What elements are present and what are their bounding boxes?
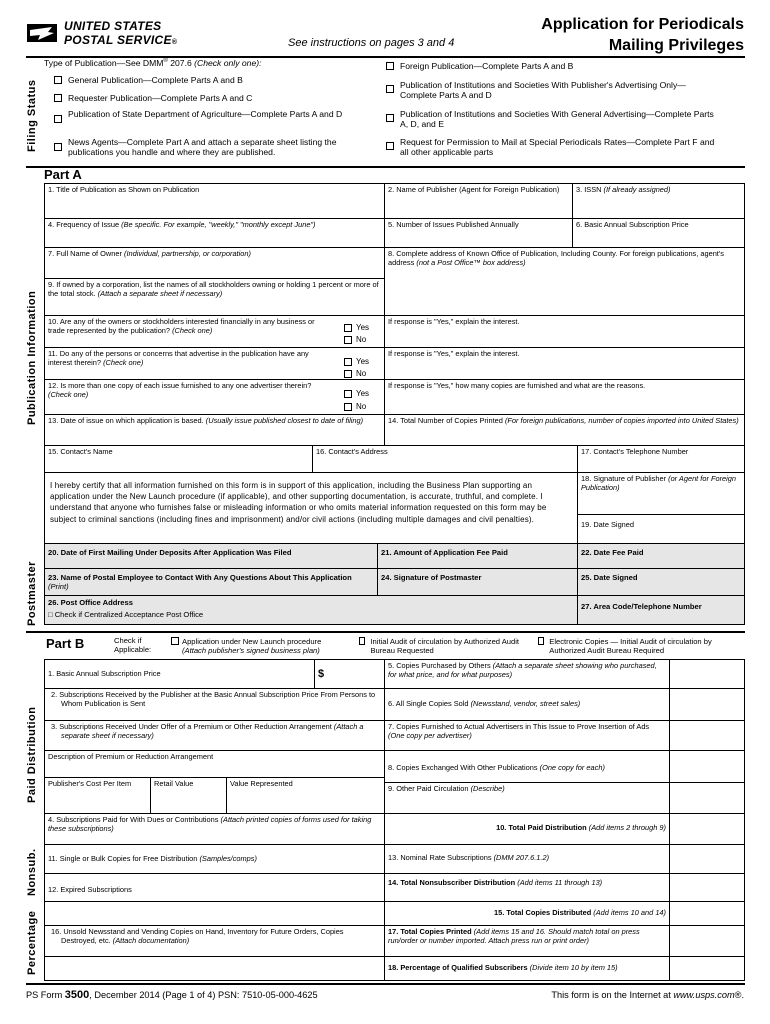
option-foreign[interactable]: Foreign Publication—Complete Parts A and B: [386, 61, 716, 71]
internet-note: This form is on the Internet at www.usps.com®.: [551, 990, 744, 1000]
field-6-price[interactable]: 6. Basic Annual Subscription Price: [572, 218, 745, 248]
postmaster-label: Postmaster: [26, 561, 38, 626]
agency-line2: POSTAL SERVICE®: [64, 33, 178, 47]
field-2-publisher[interactable]: 2. Name of Publisher (Agent for Foreign Publication): [384, 183, 573, 219]
option-new-launch[interactable]: Application under New Launch procedure (Attach publisher's signed business plan): [171, 637, 321, 655]
certification-statement: I hereby certify that all information furnished on this form is in support of this application, including the Business Plan supporting an application under the New Launch procedure (if applicable), and other supporting documentation, is accurate, truthful, and complete. I understand that anyone who furnishes false or misleading information or who omits material information requested on this form may be subject to criminal sanctions (including fines and imprisonment) and/or civil actions (including multiple damages and civil penalties).: [44, 472, 578, 544]
item-18[interactable]: 18. Percentage of Qualified Subscribers (Divide item 10 by item 15): [384, 956, 670, 981]
item-4[interactable]: 4. Subscriptions Paid for With Dues or Contributions (Attach printed copies of forms used for taking these subscriptions): [44, 813, 385, 845]
item-17-value[interactable]: [669, 925, 745, 957]
field-24[interactable]: 24. Signature of Postmaster: [377, 568, 578, 596]
eagle-logo-icon: [26, 20, 58, 46]
field-10-question: 10. Are any of the owners or stockholders interested financially in any business or trade represented by the publication? (Check one): [44, 315, 385, 348]
checkbox[interactable]: [344, 403, 352, 411]
checkbox[interactable]: [386, 85, 394, 93]
field-25[interactable]: 25. Date Signed: [577, 568, 745, 596]
item-7-value[interactable]: [669, 720, 745, 751]
item-1-amount[interactable]: $: [314, 659, 385, 689]
item-6-value[interactable]: [669, 688, 745, 721]
option-institutions-general-ads[interactable]: Publication of Institutions and Societies With General Advertising—Complete Parts A, D, and E: [386, 109, 716, 130]
field-27[interactable]: 27. Area Code/Telephone Number: [577, 595, 745, 625]
field-12-no[interactable]: No: [344, 401, 366, 412]
field-7-owner[interactable]: 7. Full Name of Owner (Individual, partnership, or corporation): [44, 247, 385, 279]
item-16[interactable]: 16. Unsold Newsstand and Vending Copies on Hand, Inventory for Future Orders, Copies Destroyed, etc. (Attach documentation): [44, 925, 385, 957]
checkbox[interactable]: [344, 358, 352, 366]
item-1-price-label: 1. Basic Annual Subscription Price: [44, 659, 315, 689]
item-15[interactable]: 15. Total Copies Distributed (Add items 10 and 14): [384, 901, 670, 926]
field-12-question: 12. Is more than one copy of each issue furnished to any one advertiser therein? (Check one): [44, 379, 385, 415]
item-14-value[interactable]: [669, 873, 745, 902]
form-title-line1: Application for Periodicals: [541, 16, 744, 33]
checkbox[interactable]: [344, 336, 352, 344]
field-5-issues[interactable]: 5. Number of Issues Published Annually: [384, 218, 573, 248]
field-14-copies-printed[interactable]: 14. Total Number of Copies Printed (For foreign publications, number of copies imported into United States): [384, 414, 745, 446]
form-title-line2: Mailing Privileges: [608, 37, 744, 54]
item-blank[interactable]: [44, 901, 385, 926]
checkbox[interactable]: [386, 114, 394, 122]
field-17-contact-phone[interactable]: 17. Contact's Telephone Number: [577, 445, 745, 473]
checkbox[interactable]: [344, 324, 352, 332]
field-19-date-signed[interactable]: 19. Date Signed: [577, 514, 745, 544]
field-11-yes[interactable]: Yes: [344, 356, 369, 367]
field-22[interactable]: 22. Date Fee Paid: [577, 543, 745, 569]
field-12-yes[interactable]: Yes: [344, 388, 369, 399]
field-8-address[interactable]: 8. Complete address of Known Office of Publication, Including County. For foreign publications, agent's address (not a Post Office™ box address): [384, 247, 745, 316]
checkbox[interactable]: [54, 76, 62, 84]
item-10[interactable]: 10. Total Paid Distribution (Add items 2 through 9): [384, 813, 670, 845]
item-12[interactable]: 12. Expired Subscriptions: [44, 873, 385, 902]
field-4-frequency[interactable]: 4. Frequency of Issue (Be specific. For example, "weekly," "monthly except June"): [44, 218, 385, 248]
item-blank-2[interactable]: [44, 956, 385, 981]
option-requester[interactable]: Requester Publication—Complete Parts A and C: [54, 93, 354, 103]
field-11-no[interactable]: No: [344, 368, 366, 379]
field-10-no[interactable]: No: [344, 334, 366, 345]
publication-information-label: Publication Information: [26, 290, 38, 425]
field-13-issue-date[interactable]: 13. Date of issue on which application is based. (Usually issue published closest to date of filing): [44, 414, 385, 446]
part-b-title: Part B: [46, 636, 85, 651]
field-11-question: 11. Do any of the persons or concerns that advertise in the publication have any interest therein? (Check one): [44, 347, 385, 380]
item-5[interactable]: 5. Copies Purchased by Others (Attach a separate sheet showing who purchased, for what price, and for what purposes): [384, 659, 670, 689]
field-10-yes[interactable]: Yes: [344, 322, 369, 333]
option-institutions-publisher-ads[interactable]: Publication of Institutions and Societies With Publisher's Advertising Only—Complete Parts A and D: [386, 80, 716, 101]
checkbox[interactable]: [54, 115, 62, 123]
item-8[interactable]: 8. Copies Exchanged With Other Publications (One copy for each): [384, 750, 670, 783]
field-3-issn[interactable]: 3. ISSN (If already assigned): [572, 183, 745, 219]
item-13-value[interactable]: [669, 844, 745, 874]
field-26[interactable]: 26. Post Office Address □ Check if Centralized Acceptance Post Office: [44, 595, 578, 625]
option-agriculture[interactable]: Publication of State Department of Agriculture—Complete Parts A and D: [54, 109, 354, 123]
agency-line1: UNITED STATES: [64, 19, 162, 33]
item-8-value[interactable]: [669, 750, 745, 783]
usps-logo: [26, 20, 58, 46]
option-electronic-copies[interactable]: Electronic Copies — Initial Audit of circulation by Authorized Audit Bureau Required: [538, 637, 748, 655]
item-7[interactable]: 7. Copies Furnished to Actual Advertisers in This Issue to Prove Insertion of Ads (One copy per advertiser): [384, 720, 670, 751]
field-23[interactable]: 23. Name of Postal Employee to Contact With Any Questions About This Application (Print): [44, 568, 378, 596]
field-18-signature[interactable]: 18. Signature of Publisher (or Agent for Foreign Publication): [577, 472, 745, 515]
field-21[interactable]: 21. Amount of Application Fee Paid: [377, 543, 578, 569]
checkbox[interactable]: [344, 390, 352, 398]
item-18-value[interactable]: [669, 956, 745, 981]
nonsub-label: Nonsub.: [26, 848, 38, 896]
premium-description[interactable]: Description of Premium or Reduction Arrangement: [44, 750, 385, 778]
checkbox[interactable]: [538, 637, 544, 645]
item-10-value[interactable]: [669, 813, 745, 845]
item-11[interactable]: 11. Single or Bulk Copies for Free Distribution (Samples/comps): [44, 844, 385, 874]
centralized-acceptance-check[interactable]: □ Check if Centralized Acceptance Post Office: [48, 610, 204, 620]
checkbox[interactable]: [386, 62, 394, 70]
field-1-title[interactable]: 1. Title of Publication as Shown on Publication: [44, 183, 385, 219]
retail-value[interactable]: Retail Value: [150, 777, 227, 814]
checkbox[interactable]: [359, 637, 365, 645]
percentage-label: Percentage: [26, 910, 38, 975]
value-represented[interactable]: Value Represented: [226, 777, 385, 814]
paid-distribution-label: Paid Distribution: [26, 706, 38, 803]
item-9[interactable]: 9. Other Paid Circulation (Describe): [384, 782, 670, 814]
field-12-explain[interactable]: If response is "Yes," how many copies are furnished and what are the reasons.: [384, 379, 745, 415]
field-15-contact-name[interactable]: 15. Contact's Name: [44, 445, 313, 473]
item-13[interactable]: 13. Nominal Rate Subscriptions (DMM 207.6.1.2): [384, 844, 670, 874]
checkbox[interactable]: [54, 143, 62, 151]
check-if-applicable: Check if Applicable:: [114, 636, 152, 655]
checkbox[interactable]: [54, 94, 62, 102]
filing-status-label: Filing Status: [26, 79, 38, 152]
field-10-explain[interactable]: If response is "Yes," explain the interest.: [384, 315, 745, 348]
usps-link[interactable]: www.usps.com: [673, 990, 735, 1000]
item-2[interactable]: 2. Subscriptions Received by the Publisher at the Basic Annual Subscription Price From Persons to Whom Publication is Sent: [44, 688, 385, 721]
publisher-cost[interactable]: Publisher's Cost Per Item: [44, 777, 151, 814]
checkbox[interactable]: [344, 370, 352, 378]
item-5-value[interactable]: [669, 659, 745, 689]
field-11-explain[interactable]: If response is "Yes," explain the interest.: [384, 347, 745, 380]
field-20[interactable]: 20. Date of First Mailing Under Deposits After Application Was Filed: [44, 543, 378, 569]
item-6[interactable]: 6. All Single Copies Sold (Newsstand, vendor, street sales): [384, 688, 670, 721]
field-9-stockholders[interactable]: 9. If owned by a corporation, list the names of all stockholders owning or holding 1 percent or more of the total stock. (Attach a separate sheet if necessary): [44, 278, 385, 316]
item-9-value[interactable]: [669, 782, 745, 814]
checkbox[interactable]: [386, 142, 394, 150]
option-news-agents[interactable]: News Agents—Complete Part A and attach a separate sheet listing the publications you handle and where they are published.: [54, 137, 374, 158]
instructions-note: See instructions on pages 3 and 4: [288, 37, 455, 49]
field-16-contact-address[interactable]: 16. Contact's Address: [312, 445, 578, 473]
option-special-rates[interactable]: Request for Permission to Mail at Special Periodicals Rates—Complete Part F and all other applicable parts: [386, 137, 716, 158]
item-17[interactable]: 17. Total Copies Printed (Add items 15 and 16. Should match total on press run/order or number imported. Attach press run or print order): [384, 925, 670, 957]
option-initial-audit[interactable]: Initial Audit of circulation by Authorized Audit Bureau Requested: [359, 637, 529, 655]
part-a-title: Part A: [44, 167, 82, 182]
item-3[interactable]: 3. Subscriptions Received Under Offer of a Premium or Other Reduction Arrangement (Attach a separate sheet if necessary): [44, 720, 385, 751]
type-of-publication-label: Type of Publication—See DMM® 207.6 (Check only one):: [44, 58, 262, 68]
checkbox[interactable]: [171, 637, 179, 645]
item-14[interactable]: 14. Total Nonsubscriber Distribution (Add items 11 through 13): [384, 873, 670, 902]
item-15-value[interactable]: [669, 901, 745, 926]
form-number: PS Form 3500, December 2014 (Page 1 of 4) PSN: 7510-05-000-4625: [26, 989, 318, 1001]
option-general[interactable]: General Publication—Complete Parts A and B: [54, 75, 354, 85]
